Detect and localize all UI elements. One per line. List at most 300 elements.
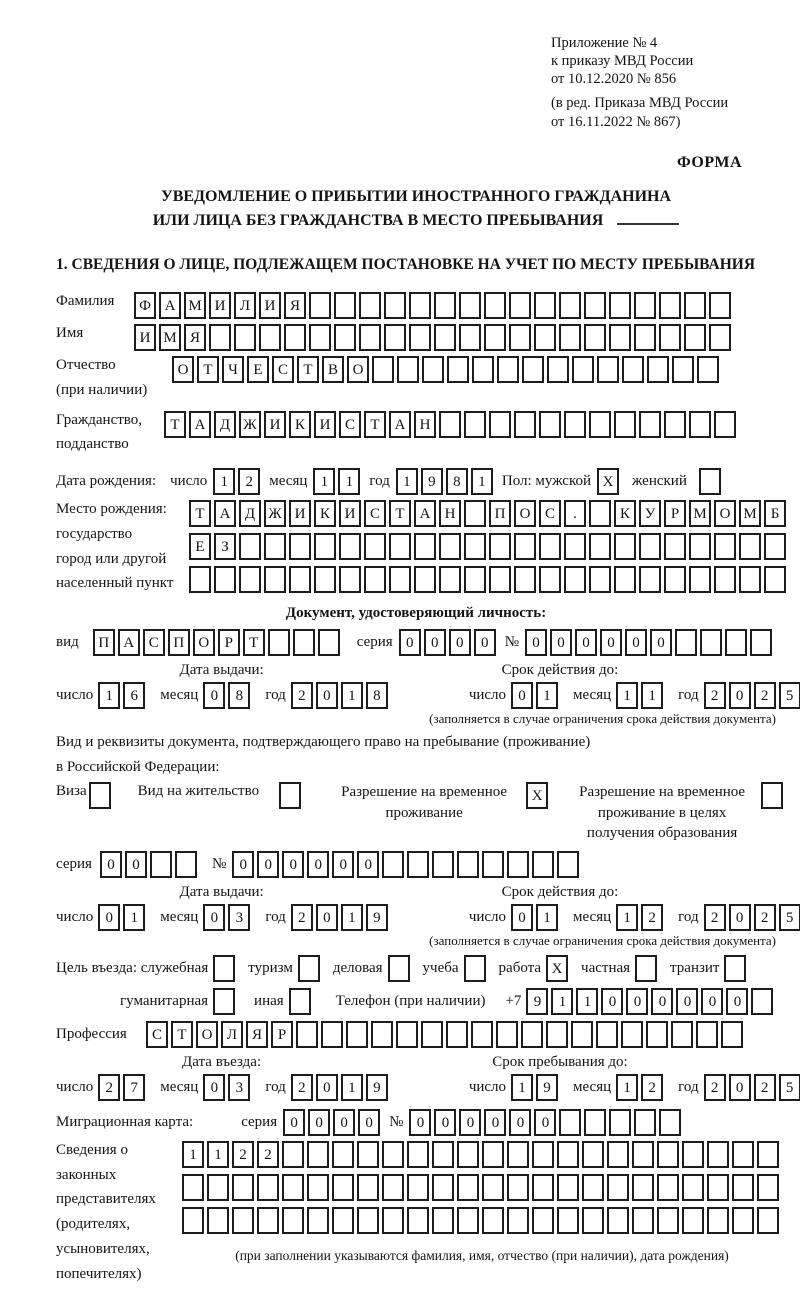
char-cell[interactable] [589,533,611,560]
char-cell[interactable]: А [389,411,411,438]
char-cell[interactable] [432,851,454,878]
char-cell[interactable] [489,411,511,438]
char-cell[interactable]: 1 [341,682,363,709]
char-cell[interactable] [514,566,536,593]
char-cell[interactable] [682,1207,704,1234]
char-cell[interactable]: В [322,356,344,383]
char-cell[interactable]: 0 [550,629,572,656]
char-cell[interactable]: Н [439,500,461,527]
char-cell[interactable] [534,292,556,319]
char-cell[interactable] [284,324,306,351]
checkbox-cell[interactable] [279,782,301,809]
char-cell[interactable]: 0 [358,1109,380,1136]
char-cell[interactable] [457,1207,479,1234]
char-cell[interactable] [439,533,461,560]
char-cell[interactable]: К [614,500,636,527]
checkbox-cell[interactable] [635,955,657,982]
char-cell[interactable]: 2 [641,1074,663,1101]
char-cell[interactable] [482,1207,504,1234]
char-cell[interactable]: Р [218,629,240,656]
char-cell[interactable]: 0 [282,851,304,878]
char-cell[interactable]: И [134,324,156,351]
checkbox-cell[interactable]: X [597,468,619,495]
char-cell[interactable]: 0 [626,988,648,1015]
char-cell[interactable] [682,1174,704,1201]
char-cell[interactable] [457,1174,479,1201]
char-cell[interactable] [321,1021,343,1048]
char-cell[interactable] [446,1021,468,1048]
char-cell[interactable]: 1 [471,468,493,495]
char-cell[interactable]: 0 [726,988,748,1015]
char-cell[interactable]: 0 [424,629,446,656]
char-cell[interactable] [739,566,761,593]
char-cell[interactable] [489,566,511,593]
char-cell[interactable] [464,566,486,593]
char-cell[interactable] [564,533,586,560]
char-cell[interactable]: 1 [207,1141,229,1168]
char-cell[interactable] [675,629,697,656]
char-cell[interactable]: 1 [396,468,418,495]
char-cell[interactable] [659,324,681,351]
char-cell[interactable]: Т [197,356,219,383]
char-cell[interactable]: . [564,500,586,527]
char-cell[interactable]: Л [234,292,256,319]
char-cell[interactable] [332,1207,354,1234]
char-cell[interactable]: С [146,1021,168,1048]
char-cell[interactable]: 0 [434,1109,456,1136]
char-cell[interactable] [432,1207,454,1234]
char-cell[interactable]: 9 [366,1074,388,1101]
char-cell[interactable]: 2 [291,682,313,709]
char-cell[interactable]: 1 [182,1141,204,1168]
char-cell[interactable]: Е [247,356,269,383]
char-cell[interactable]: 0 [511,904,533,931]
char-cell[interactable] [664,411,686,438]
char-cell[interactable]: 0 [399,629,421,656]
char-cell[interactable]: 0 [484,1109,506,1136]
char-cell[interactable]: О [196,1021,218,1048]
char-cell[interactable] [207,1174,229,1201]
char-cell[interactable] [464,500,486,527]
char-cell[interactable]: 0 [98,904,120,931]
char-cell[interactable]: 2 [704,682,726,709]
char-cell[interactable] [289,533,311,560]
char-cell[interactable]: 0 [509,1109,531,1136]
char-cell[interactable] [584,1109,606,1136]
char-cell[interactable] [464,411,486,438]
char-cell[interactable] [609,292,631,319]
char-cell[interactable] [557,1207,579,1234]
char-cell[interactable]: 9 [421,468,443,495]
char-cell[interactable] [268,629,290,656]
char-cell[interactable]: Ф [134,292,156,319]
checkbox-cell[interactable]: X [546,955,568,982]
char-cell[interactable] [584,292,606,319]
char-cell[interactable] [707,1174,729,1201]
checkbox-cell[interactable] [388,955,410,982]
char-cell[interactable]: М [159,324,181,351]
char-cell[interactable]: 1 [536,904,558,931]
char-cell[interactable] [357,1207,379,1234]
checkbox-cell[interactable] [724,955,746,982]
char-cell[interactable]: Р [271,1021,293,1048]
char-cell[interactable] [434,324,456,351]
char-cell[interactable] [447,356,469,383]
char-cell[interactable] [707,1207,729,1234]
char-cell[interactable] [764,533,786,560]
char-cell[interactable]: 0 [601,988,623,1015]
char-cell[interactable] [407,1141,429,1168]
char-cell[interactable] [384,324,406,351]
char-cell[interactable] [471,1021,493,1048]
char-cell[interactable] [289,566,311,593]
char-cell[interactable] [732,1174,754,1201]
char-cell[interactable] [532,1174,554,1201]
char-cell[interactable] [522,356,544,383]
char-cell[interactable] [609,324,631,351]
char-cell[interactable] [409,292,431,319]
char-cell[interactable] [584,324,606,351]
char-cell[interactable]: О [514,500,536,527]
char-cell[interactable] [596,1021,618,1048]
char-cell[interactable] [371,1021,393,1048]
char-cell[interactable]: 0 [316,1074,338,1101]
char-cell[interactable]: 0 [333,1109,355,1136]
char-cell[interactable] [339,533,361,560]
char-cell[interactable] [364,566,386,593]
char-cell[interactable]: 2 [232,1141,254,1168]
char-cell[interactable] [514,411,536,438]
char-cell[interactable]: 0 [600,629,622,656]
char-cell[interactable] [750,629,772,656]
char-cell[interactable] [532,851,554,878]
char-cell[interactable] [497,356,519,383]
char-cell[interactable] [757,1141,779,1168]
char-cell[interactable] [659,292,681,319]
char-cell[interactable] [751,988,773,1015]
char-cell[interactable] [614,411,636,438]
char-cell[interactable] [382,1141,404,1168]
char-cell[interactable] [407,1174,429,1201]
char-cell[interactable] [757,1207,779,1234]
char-cell[interactable] [614,566,636,593]
char-cell[interactable] [409,324,431,351]
char-cell[interactable]: Н [414,411,436,438]
char-cell[interactable]: 2 [291,1074,313,1101]
char-cell[interactable] [489,533,511,560]
char-cell[interactable]: 1 [341,1074,363,1101]
char-cell[interactable] [264,566,286,593]
char-cell[interactable]: И [209,292,231,319]
char-cell[interactable] [721,1021,743,1048]
char-cell[interactable]: А [414,500,436,527]
char-cell[interactable] [572,356,594,383]
char-cell[interactable] [639,411,661,438]
char-cell[interactable] [664,533,686,560]
char-cell[interactable] [507,851,529,878]
char-cell[interactable]: 0 [316,682,338,709]
char-cell[interactable] [732,1141,754,1168]
char-cell[interactable] [482,1174,504,1201]
char-cell[interactable] [214,566,236,593]
char-cell[interactable] [259,324,281,351]
char-cell[interactable] [739,533,761,560]
char-cell[interactable] [432,1174,454,1201]
char-cell[interactable]: Т [364,411,386,438]
char-cell[interactable] [496,1021,518,1048]
char-cell[interactable]: 0 [100,851,122,878]
char-cell[interactable] [472,356,494,383]
char-cell[interactable] [557,1141,579,1168]
char-cell[interactable] [459,324,481,351]
char-cell[interactable]: А [118,629,140,656]
char-cell[interactable] [389,566,411,593]
checkbox-cell[interactable] [289,988,311,1015]
char-cell[interactable]: У [639,500,661,527]
char-cell[interactable] [559,292,581,319]
char-cell[interactable]: 0 [729,682,751,709]
char-cell[interactable]: 0 [729,1074,751,1101]
char-cell[interactable] [239,566,261,593]
char-cell[interactable]: Ж [264,500,286,527]
char-cell[interactable]: М [184,292,206,319]
char-cell[interactable] [689,533,711,560]
char-cell[interactable]: О [193,629,215,656]
char-cell[interactable] [607,1174,629,1201]
char-cell[interactable] [582,1174,604,1201]
char-cell[interactable] [707,1141,729,1168]
char-cell[interactable]: Б [764,500,786,527]
char-cell[interactable]: 0 [449,629,471,656]
char-cell[interactable]: Т [389,500,411,527]
char-cell[interactable]: К [314,500,336,527]
char-cell[interactable]: 1 [616,904,638,931]
char-cell[interactable] [484,324,506,351]
char-cell[interactable]: П [168,629,190,656]
char-cell[interactable] [509,292,531,319]
char-cell[interactable] [389,533,411,560]
char-cell[interactable] [521,1021,543,1048]
char-cell[interactable] [507,1207,529,1234]
char-cell[interactable]: 0 [332,851,354,878]
char-cell[interactable]: 1 [511,1074,533,1101]
char-cell[interactable] [182,1207,204,1234]
char-cell[interactable]: И [314,411,336,438]
char-cell[interactable]: И [289,500,311,527]
char-cell[interactable] [539,411,561,438]
char-cell[interactable] [571,1021,593,1048]
char-cell[interactable] [657,1174,679,1201]
char-cell[interactable]: 6 [123,682,145,709]
char-cell[interactable]: Р [664,500,686,527]
char-cell[interactable]: Т [171,1021,193,1048]
char-cell[interactable] [564,411,586,438]
char-cell[interactable]: 3 [228,1074,250,1101]
char-cell[interactable]: Д [239,500,261,527]
checkbox-cell[interactable] [761,782,783,809]
char-cell[interactable] [282,1207,304,1234]
char-cell[interactable]: 0 [650,629,672,656]
char-cell[interactable] [334,292,356,319]
char-cell[interactable]: 0 [676,988,698,1015]
char-cell[interactable]: 0 [125,851,147,878]
char-cell[interactable] [564,566,586,593]
char-cell[interactable]: С [539,500,561,527]
char-cell[interactable]: 2 [754,682,776,709]
checkbox-cell[interactable] [89,782,111,809]
char-cell[interactable] [397,356,419,383]
char-cell[interactable] [239,533,261,560]
title-blank-underline[interactable] [617,211,679,225]
char-cell[interactable]: 3 [228,904,250,931]
char-cell[interactable] [407,851,429,878]
char-cell[interactable]: Я [284,292,306,319]
char-cell[interactable] [622,356,644,383]
char-cell[interactable] [634,1109,656,1136]
char-cell[interactable] [657,1207,679,1234]
char-cell[interactable] [332,1174,354,1201]
char-cell[interactable]: 0 [459,1109,481,1136]
char-cell[interactable] [396,1021,418,1048]
char-cell[interactable] [434,292,456,319]
char-cell[interactable] [632,1207,654,1234]
char-cell[interactable]: 1 [616,682,638,709]
char-cell[interactable] [639,533,661,560]
char-cell[interactable] [232,1174,254,1201]
char-cell[interactable] [359,324,381,351]
checkbox-cell[interactable] [213,988,235,1015]
char-cell[interactable] [621,1021,643,1048]
char-cell[interactable] [257,1174,279,1201]
char-cell[interactable] [414,566,436,593]
char-cell[interactable] [439,411,461,438]
char-cell[interactable] [634,324,656,351]
char-cell[interactable]: О [172,356,194,383]
char-cell[interactable]: А [159,292,181,319]
char-cell[interactable]: 0 [257,851,279,878]
char-cell[interactable] [714,411,736,438]
char-cell[interactable]: 0 [357,851,379,878]
char-cell[interactable] [334,324,356,351]
char-cell[interactable] [359,292,381,319]
char-cell[interactable] [332,1141,354,1168]
char-cell[interactable] [589,500,611,527]
char-cell[interactable]: П [93,629,115,656]
char-cell[interactable] [422,356,444,383]
char-cell[interactable] [709,324,731,351]
char-cell[interactable] [647,356,669,383]
char-cell[interactable] [296,1021,318,1048]
char-cell[interactable] [384,292,406,319]
char-cell[interactable] [546,1021,568,1048]
char-cell[interactable] [339,566,361,593]
char-cell[interactable] [547,356,569,383]
char-cell[interactable]: 2 [754,1074,776,1101]
char-cell[interactable] [609,1109,631,1136]
char-cell[interactable] [557,851,579,878]
char-cell[interactable]: 0 [307,851,329,878]
checkbox-cell[interactable]: X [526,782,548,809]
char-cell[interactable] [459,292,481,319]
char-cell[interactable] [234,324,256,351]
char-cell[interactable] [439,566,461,593]
char-cell[interactable] [634,292,656,319]
char-cell[interactable] [357,1174,379,1201]
char-cell[interactable] [293,629,315,656]
char-cell[interactable] [614,533,636,560]
char-cell[interactable]: Я [184,324,206,351]
char-cell[interactable] [264,533,286,560]
char-cell[interactable]: О [347,356,369,383]
char-cell[interactable] [307,1141,329,1168]
char-cell[interactable] [671,1021,693,1048]
char-cell[interactable]: Л [221,1021,243,1048]
char-cell[interactable] [507,1174,529,1201]
char-cell[interactable] [364,533,386,560]
char-cell[interactable]: Е [189,533,211,560]
char-cell[interactable]: 0 [729,904,751,931]
char-cell[interactable]: 7 [123,1074,145,1101]
char-cell[interactable]: А [214,500,236,527]
char-cell[interactable]: 2 [641,904,663,931]
char-cell[interactable] [357,1141,379,1168]
char-cell[interactable]: 0 [575,629,597,656]
char-cell[interactable]: С [364,500,386,527]
char-cell[interactable] [482,1141,504,1168]
char-cell[interactable]: 2 [704,1074,726,1101]
char-cell[interactable] [764,566,786,593]
char-cell[interactable] [607,1207,629,1234]
char-cell[interactable]: 1 [576,988,598,1015]
char-cell[interactable]: 9 [366,904,388,931]
char-cell[interactable] [484,292,506,319]
char-cell[interactable] [684,292,706,319]
char-cell[interactable]: 8 [446,468,468,495]
char-cell[interactable] [464,533,486,560]
char-cell[interactable] [307,1207,329,1234]
char-cell[interactable] [382,1207,404,1234]
char-cell[interactable]: 2 [704,904,726,931]
char-cell[interactable]: С [339,411,361,438]
char-cell[interactable] [732,1207,754,1234]
char-cell[interactable] [659,1109,681,1136]
char-cell[interactable] [714,566,736,593]
char-cell[interactable]: Т [243,629,265,656]
char-cell[interactable]: О [714,500,736,527]
char-cell[interactable]: 1 [551,988,573,1015]
char-cell[interactable] [597,356,619,383]
char-cell[interactable] [307,1174,329,1201]
char-cell[interactable]: 1 [341,904,363,931]
char-cell[interactable] [632,1174,654,1201]
char-cell[interactable]: М [689,500,711,527]
char-cell[interactable]: П [489,500,511,527]
char-cell[interactable]: 0 [283,1109,305,1136]
char-cell[interactable] [318,629,340,656]
char-cell[interactable]: 1 [536,682,558,709]
char-cell[interactable]: 0 [651,988,673,1015]
char-cell[interactable]: 1 [338,468,360,495]
char-cell[interactable]: 2 [238,468,260,495]
char-cell[interactable] [509,324,531,351]
char-cell[interactable] [207,1207,229,1234]
char-cell[interactable] [414,533,436,560]
char-cell[interactable]: 0 [316,904,338,931]
char-cell[interactable] [232,1207,254,1234]
checkbox-cell[interactable] [213,955,235,982]
char-cell[interactable]: С [143,629,165,656]
char-cell[interactable]: И [264,411,286,438]
